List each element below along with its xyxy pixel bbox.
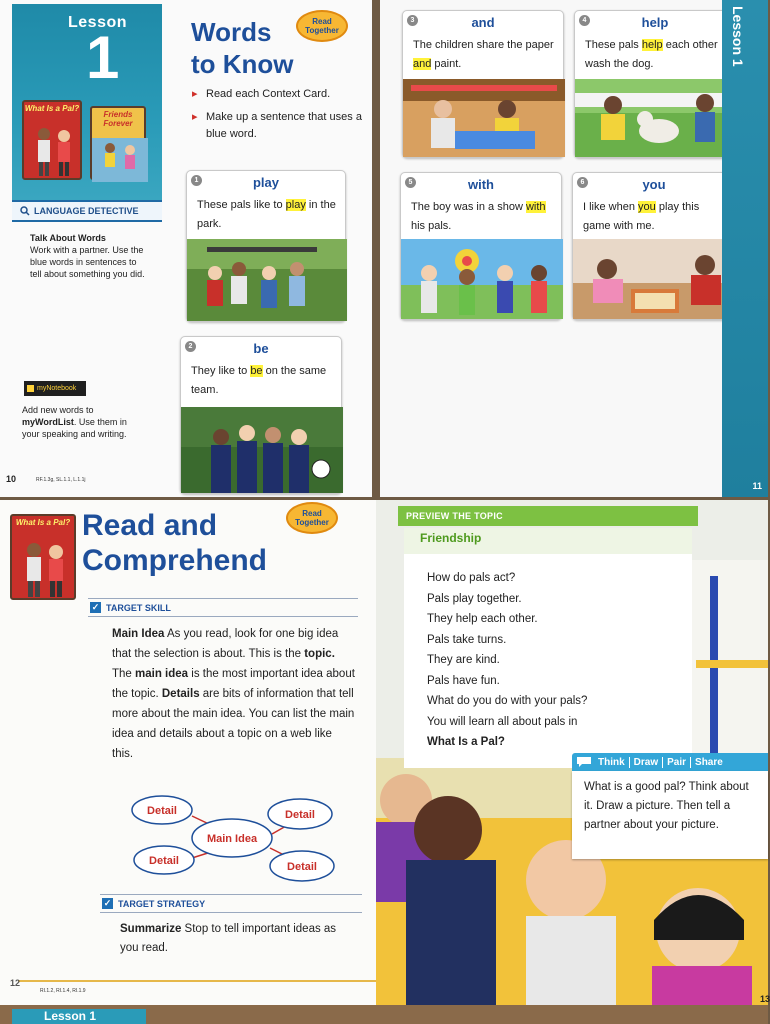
highlighted-word: help (641, 39, 663, 51)
share-label: Share (695, 756, 723, 768)
divider (100, 912, 362, 913)
preview-topic-bar: PREVIEW THE TOPIC (398, 506, 698, 526)
talk-about-words-body: Work with a partner. Use the blue words in sentences to tell about something you did. (30, 245, 145, 279)
instruction-item: ▸ Make up a sentence that uses a blue word. (192, 109, 364, 143)
page-number: 10 (6, 474, 17, 484)
target-strategy-label: TARGET STRATEGY (118, 898, 206, 909)
title-line: to Know (191, 49, 294, 79)
sentence-part: on the same team. (191, 365, 327, 396)
sentence-part: in the park. (197, 199, 336, 230)
think-draw-pair-share-text: What is a good pal? Think about it. Draw a picture. Then tell a partner about your picture. (572, 771, 768, 859)
sentence-part: his pals. (411, 220, 452, 232)
sentence-part: They like to (191, 365, 251, 377)
kids-cover-illustration (12, 516, 78, 602)
think-draw-pair-share-bar (572, 753, 768, 771)
divider (88, 598, 358, 599)
skill-text-part: is the most important idea about the topic. (112, 668, 355, 700)
book-cover-title: What Is a Pal? (24, 104, 80, 113)
highlighted-word: with (525, 201, 546, 213)
topic-line: You will learn all about pals in (427, 715, 578, 728)
topic-line: Pals play together. (427, 592, 522, 605)
skill-term: Details (161, 688, 200, 700)
title-line: Read and (82, 509, 218, 542)
page-number: 11 (752, 481, 762, 491)
vocab-word: help (641, 15, 669, 30)
topic-line: Pals take turns. (427, 633, 507, 646)
language-detective-bar (12, 200, 162, 222)
lesson-tab: Lesson 1 (12, 1009, 146, 1024)
strategy-text-part: Stop to tell important ideas as you read. (120, 923, 337, 954)
lesson-banner (12, 4, 162, 200)
highlighted-word: be (250, 365, 263, 377)
card-sentence (411, 198, 553, 236)
vocab-word: and (471, 15, 495, 30)
page-frame-line (18, 980, 378, 982)
standards-code: RI.1.2, RI.1.4, RI.1.9 (40, 988, 86, 994)
highlighted-word: you (638, 201, 656, 213)
board-game-photo (573, 239, 737, 319)
card-number: 3 (407, 15, 418, 26)
page-title (191, 16, 294, 80)
sentence-part: I like when (583, 201, 639, 213)
kids-cover-illustration (24, 102, 84, 182)
topic-line: They help each other. (427, 613, 538, 625)
read-together-badge: Read Together (296, 10, 348, 42)
standards-code: RF.1.3g, SL.1.1, L.1.1j (36, 477, 86, 483)
notebook-icon (27, 385, 34, 392)
card-sentence (585, 36, 727, 74)
mynotebook-badge (24, 381, 86, 396)
card-sentence (191, 362, 333, 400)
topic-line: Pals have fun. (427, 674, 500, 687)
sentence-part: These pals (585, 39, 642, 51)
target-skill-heading (90, 602, 171, 613)
sentence-part: play this game with me. (583, 201, 700, 232)
title-line: Words (191, 17, 272, 47)
soccer-team-photo (181, 407, 343, 493)
sentence-part: The children share the paper (413, 39, 554, 51)
lesson-number: 1 (86, 24, 120, 91)
sentence-part: These pals like to (197, 199, 286, 211)
book-cover-what-is-a-pal (10, 514, 76, 600)
context-card-play (186, 170, 346, 322)
highlighted-word: play (285, 199, 306, 211)
skill-term: topic. (304, 648, 335, 660)
page-11 (380, 0, 768, 497)
checkbox-icon: ✓ (103, 898, 112, 908)
lesson-side-tab-label: Lesson 1 (730, 6, 746, 67)
topic-line: How do pals act? (427, 572, 516, 584)
page-10 (0, 0, 372, 497)
target-strategy-heading (102, 898, 205, 909)
notebook-text-part: Add new words to (22, 405, 94, 415)
book-cover-friends-forever (90, 106, 146, 180)
page-12 (0, 500, 382, 1005)
topic-line: What do you do with your pals? (427, 695, 588, 707)
title-line: Comprehend (82, 544, 268, 577)
speech-bubble-icon (576, 756, 592, 768)
instruction-item: ▸ Read each Context Card. (192, 86, 364, 103)
page-number: 12 (10, 978, 21, 988)
topic-line: They are kind. (427, 654, 500, 666)
read-together-badge: Read Together (286, 502, 338, 534)
sentence-part: The boy was in a show (411, 201, 526, 213)
detail-label: Detail (285, 809, 315, 821)
lesson-side-tab (722, 0, 768, 497)
context-card-and (402, 10, 564, 158)
topic-text (427, 568, 637, 753)
pair-label: Pair (663, 757, 691, 768)
topic-line-book-title: What Is a Pal? (427, 736, 505, 748)
context-card-help (574, 10, 736, 158)
talk-about-words-heading: Talk About Words (30, 233, 106, 243)
vocab-word: play (252, 175, 279, 190)
card-sentence (197, 196, 337, 234)
page-title (82, 508, 302, 578)
lesson-word: Lesson (68, 14, 128, 31)
card-number: 4 (579, 15, 590, 26)
skill-term: main idea (135, 668, 189, 680)
vocab-word: be (253, 341, 269, 356)
checkbox-icon: ✓ (91, 602, 100, 612)
target-skill-label: TARGET SKILL (106, 602, 171, 613)
vocab-word: you (642, 177, 666, 192)
washing-dog-photo (575, 79, 737, 157)
language-detective-label: LANGUAGE DETECTIVE (34, 206, 139, 216)
next-page-strip (0, 1005, 768, 1024)
sentence-part: each other wash the dog. (585, 39, 718, 70)
topic-box (404, 528, 692, 768)
skill-lead: Main Idea (112, 628, 165, 640)
instruction-list (192, 86, 364, 149)
context-card-you (572, 172, 736, 320)
mynotebook-text (22, 404, 140, 440)
sentence-part: paint. (431, 58, 462, 70)
main-idea-web-diagram (120, 790, 350, 890)
page-13 (376, 500, 768, 1008)
card-sentence (583, 198, 727, 236)
card-number: 1 (191, 175, 202, 186)
book-cover-title: Friends Forever (103, 110, 133, 128)
children-painting-photo (403, 79, 565, 157)
detail-label: Detail (147, 805, 177, 817)
divider (100, 894, 362, 895)
card-number: 2 (185, 341, 196, 352)
detail-label: Detail (287, 861, 317, 873)
page-number: 13 (760, 994, 770, 1004)
think-label: Think (594, 757, 630, 768)
strategy-lead: Summarize (120, 923, 182, 935)
mywordlist-term: myWordList (22, 417, 74, 427)
skill-text-part: are bits of information that tell more about the main idea. You can list the main idea and details about a topic on a web like this. (112, 688, 355, 760)
language-detective-text (30, 232, 150, 280)
magnifier-icon (20, 206, 30, 216)
card-sentence (413, 36, 555, 74)
card-number: 6 (577, 177, 588, 188)
draw-label: Draw (630, 757, 663, 768)
context-card-with (400, 172, 562, 320)
book-cover-title: What Is a Pal? (15, 518, 71, 527)
notebook-text-part: . Use them in your speaking and writing. (22, 417, 127, 439)
main-idea-label: Main Idea (206, 833, 258, 845)
target-skill-text (112, 624, 356, 764)
divider (88, 616, 358, 617)
target-strategy-text (120, 920, 352, 958)
detail-label: Detail (149, 855, 179, 867)
topic-heading: Friendship (404, 528, 692, 554)
school-show-photo (401, 239, 563, 319)
kids-playground-photo (187, 239, 347, 321)
book-cover-what-is-a-pal (22, 100, 82, 180)
mynotebook-label: myNotebook (37, 385, 77, 392)
highlighted-word: and (413, 58, 432, 70)
skill-text-part: As you read, look for one big idea that the selection is about. This is the (112, 628, 339, 660)
context-card-be (180, 336, 342, 494)
vocab-word: with (468, 177, 494, 192)
card-number: 5 (405, 177, 416, 188)
skill-text-part: The (112, 668, 136, 680)
